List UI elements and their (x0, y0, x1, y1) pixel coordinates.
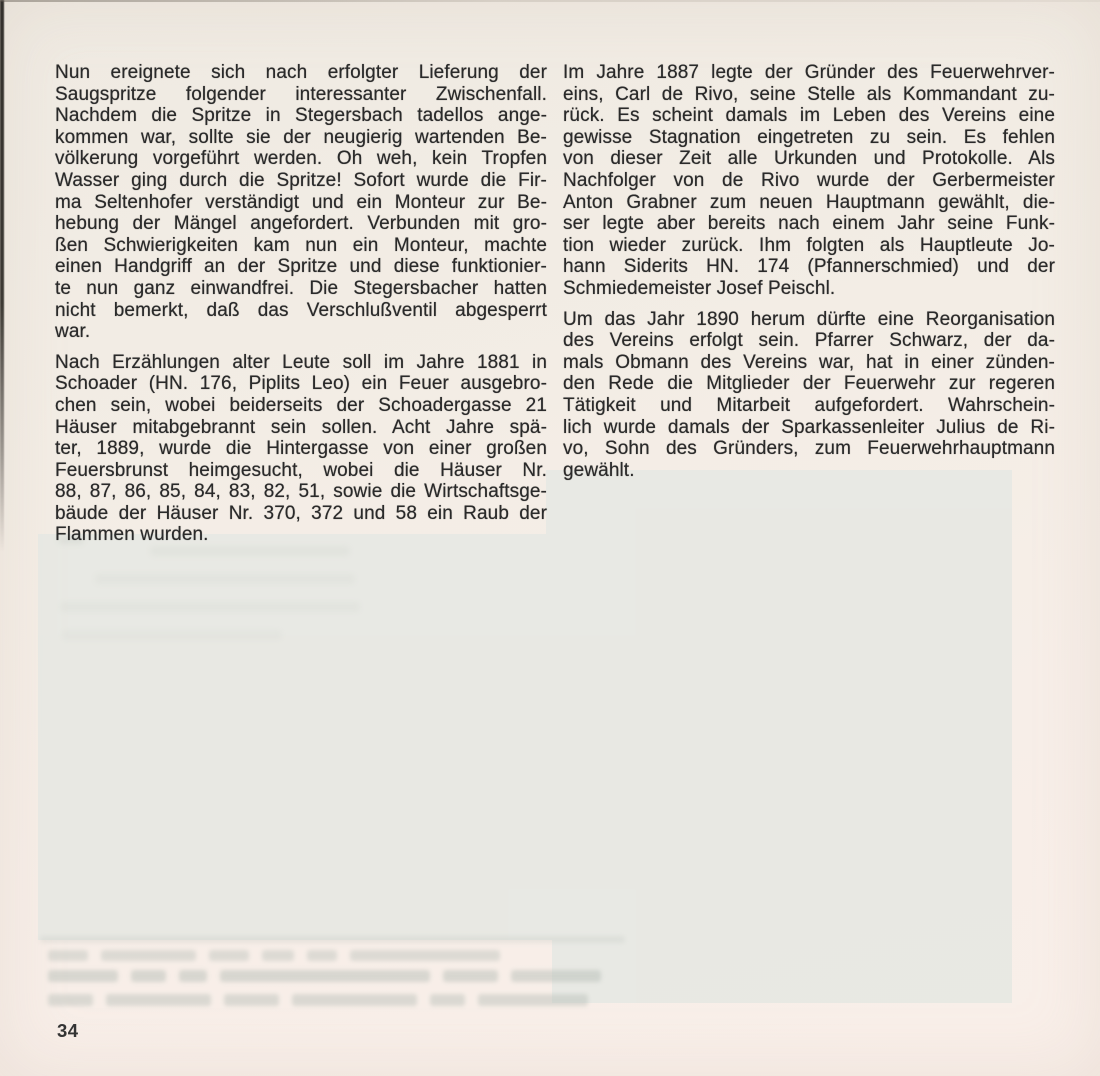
text-line: Saugspritze folgender interessanter Zwischenfall. (55, 83, 547, 105)
ghost-word (430, 994, 465, 1006)
ghost-text-line (48, 994, 588, 1006)
ghost-text-line (48, 950, 500, 961)
ghost-word (48, 970, 118, 982)
text-line: Häuser mitabgebrannt sein sollen. Acht Jahre spä- (55, 416, 547, 438)
text-line: des Vereins erfolgt sein. Pfarrer Schwarz, der da- (563, 330, 1055, 352)
paragraph-1890-reorganisation (563, 309, 1055, 482)
text-line: nicht bemerkt, daß das Verschlußventil abgesperrt (55, 299, 547, 321)
text-line: gewählt. (563, 459, 635, 481)
text-line: Wasser ging durch die Spritze! Sofort wurde die Fir- (55, 169, 547, 191)
text-line: chen sein, wobei beiderseits der Schoadergasse 21 (55, 394, 547, 416)
text-line: bäude der Häuser Nr. 370, 372 und 58 ein Raub der (55, 502, 547, 524)
paragraph-fires-1881-1889 (55, 352, 547, 546)
scan-edge-shadow-top (0, 0, 1100, 2)
text-line: hann Siderits HN. 174 (Pfannerschmied) und der (563, 256, 1055, 278)
text-line: eins, Carl de Rivo, seine Stelle als Kommandant zu- (563, 83, 1055, 105)
text-line: ter, 1889, wurde die Hintergasse von einer großen (55, 438, 547, 460)
ghost-word (478, 994, 588, 1006)
text-line: Flammen wurden. (55, 524, 209, 546)
ghost-word (292, 994, 417, 1006)
page-number: 34 (57, 1020, 79, 1041)
text-line: einen Handgriff an der Spritze und diese funktionier- (55, 256, 547, 278)
text-line: Nun ereignete sich nach erfolgter Lieferung der (55, 62, 547, 83)
ghost-mark (62, 630, 282, 640)
text-line: völkerung vorgeführt werden. Oh weh, kein Tropfen (55, 148, 547, 170)
text-line: Nachdem die Spritze in Stegersbach tadellos ange- (55, 105, 547, 127)
paragraph-pump-incident (55, 62, 547, 343)
text-line: vo, Sohn des Gründers, zum Feuerwehrhauptmann (563, 438, 1055, 460)
text-line: Schoader (HN. 176, Piplits Leo) ein Feuer ausgebro- (55, 373, 547, 395)
ghost-mark (95, 574, 355, 584)
ghost-text-line (48, 970, 601, 982)
ghost-word (106, 994, 211, 1006)
ghost-word (220, 970, 430, 982)
text-line: tion wieder zurück. Ihm folgten als Hauptleute Jo- (563, 234, 1055, 256)
text-column-left (55, 62, 547, 555)
text-line: Schmiedemeister Josef Peischl. (563, 277, 836, 299)
text-line: Nach Erzählungen alter Leute soll im Jahre 1881 in (55, 351, 547, 373)
text-line: Tätigkeit und Mitarbeit aufgefordert. Wahrschein- (563, 394, 1055, 416)
ghost-word (350, 950, 500, 961)
ghost-word (131, 970, 166, 982)
ghost-word (179, 970, 207, 982)
ghost-word (48, 950, 88, 961)
ghost-word (224, 994, 279, 1006)
text-line: ma Seltenhofer verständigt und ein Monteur zur Be- (55, 191, 547, 213)
paragraph-1887-resignation (563, 62, 1055, 300)
ghost-word (511, 970, 601, 982)
text-line: ßen Schwierigkeiten kam nun ein Monteur, machte (55, 234, 547, 256)
text-line: lich wurde damals der Sparkassenleiter Julius de Ri- (563, 416, 1055, 438)
text-line: Im Jahre 1887 legte der Gründer des Feuerwehrver- (563, 62, 1055, 83)
text-line: von dieser Zeit alle Urkunden und Protokolle. Als (563, 148, 1055, 170)
ghost-text-band (40, 936, 625, 943)
ghost-word (209, 950, 249, 961)
text-line: 88, 87, 86, 85, 84, 83, 82, 51, sowie die Wirtschaftsge- (55, 481, 547, 503)
text-line: hebung der Mängel angefordert. Verbunden mit gro- (55, 213, 547, 235)
text-line: Um das Jahr 1890 herum dürfte eine Reorganisation (563, 308, 1055, 330)
text-line: ser legte aber bereits nach einem Jahr seine Funk- (563, 213, 1055, 235)
text-line: te nun ganz einwandfrei. Die Stegersbacher hatten (55, 277, 547, 299)
text-line: war. (55, 321, 91, 343)
scan-edge-shadow-left (0, 0, 4, 552)
text-line: gewisse Stagnation eingetreten zu sein. Es fehlen (563, 126, 1055, 148)
text-line: Anton Grabner zum neuen Hauptmann gewählt, die- (563, 191, 1055, 213)
ghost-mark (60, 602, 360, 612)
ghost-word (443, 970, 498, 982)
text-line: rück. Es scheint damals im Leben des Vereins eine (563, 105, 1055, 127)
text-line: Nachfolger von de Rivo wurde der Gerbermeister (563, 169, 1055, 191)
ghost-word (48, 994, 93, 1006)
ghost-word (262, 950, 294, 961)
text-column-right (563, 62, 1055, 490)
text-line: Feuersbrunst heimgesucht, wobei die Häuser Nr. (55, 459, 547, 481)
text-line: den Rede die Mitglieder der Feuerwehr zur regeren (563, 373, 1055, 395)
ghost-word (307, 950, 337, 961)
ghost-word (101, 950, 196, 961)
text-line: mals Obmann des Vereins war, hat in einer zünden- (563, 351, 1055, 373)
text-line: kommen war, sollte sie der neugierig wartenden Be- (55, 126, 547, 148)
